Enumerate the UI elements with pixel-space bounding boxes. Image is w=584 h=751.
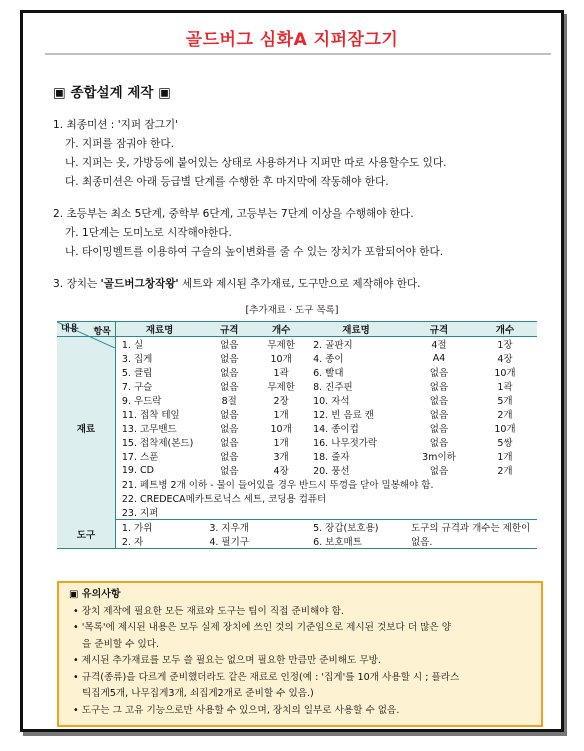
table-cell: 3. 집게	[121, 354, 153, 365]
table-cell: 없음	[220, 466, 239, 477]
note-item: • 도구는 그 고유 기능으로만 사용할 수 있으며, 장치의 일부로 사용할 수 없음.	[73, 704, 400, 716]
header-spec-2: 규격	[405, 322, 473, 337]
table-row	[57, 477, 537, 491]
materials-table	[57, 321, 537, 549]
table-cell: 22. CREDECA메카트로닉스 세트, 코딩용 컴퓨터	[121, 494, 327, 505]
tool-row	[57, 534, 537, 549]
table-cell: 없음	[429, 368, 449, 379]
table-cell: 없음	[220, 354, 239, 365]
rule-3	[53, 275, 553, 294]
table-cell: 6. 빨대	[313, 368, 344, 379]
table-caption: [추가재료 · 도구 목록]	[245, 305, 339, 316]
table-cell: 없음	[429, 438, 449, 449]
table-cell: 4장	[497, 354, 513, 365]
table-cell: 2장	[273, 396, 289, 407]
note-item	[69, 620, 531, 653]
table-cell: A4	[432, 352, 446, 364]
note-text: 을 준비할 수 있다.	[82, 638, 160, 650]
table-cell: 6. 보호매트	[313, 537, 362, 548]
table-cell: 없음	[429, 424, 449, 435]
rule-2b: 나. 타이밍벨트를 이용하여 구슬의 높이변화를 줄 수 있는 장치가 포함되어야 한다.	[65, 246, 444, 258]
table-cell: 없음	[220, 340, 239, 351]
table-header-row	[57, 322, 537, 337]
table-cell: 3개	[273, 452, 289, 463]
table-cell: 2. 골판지	[313, 340, 353, 351]
table-row	[57, 393, 537, 407]
table-cell: 무제한	[267, 340, 295, 351]
note-text: 틱집게5개, 나무집게3개, 쇠집게2개로 준비할 수 있음.)	[82, 688, 314, 699]
table-cell: 14. 종이컵	[313, 424, 359, 435]
table-row	[57, 351, 537, 365]
document-page	[20, 10, 564, 732]
table-row	[57, 407, 537, 421]
table-cell: 1개	[497, 452, 513, 463]
table-cell: 10개	[270, 424, 292, 435]
table-row	[57, 365, 537, 379]
notes-box	[57, 581, 543, 727]
material-label: 재료	[57, 337, 115, 520]
rule-1b: 나. 지퍼는 옷, 가방등에 붙어있는 상태로 사용하거나 지퍼만 따로 사용할수도 있다.	[65, 157, 447, 169]
table-cell: 2개	[497, 410, 513, 421]
table-cell: 없음	[429, 396, 449, 407]
table-cell: 11. 접착 테잎	[121, 410, 180, 421]
table-cell: 10. 자석	[313, 396, 350, 407]
table-cell: 없음	[220, 368, 239, 379]
header-material-name: 재료명	[115, 322, 203, 337]
table-cell: 없음	[220, 424, 239, 435]
table-cell: 5. 장갑(보호용)	[313, 523, 379, 534]
table-cell: 5. 클립	[121, 368, 153, 379]
tool-label: 도구	[57, 520, 115, 549]
note-item: • 제시된 추가재료를 모두 쓸 필요는 없으며 필요한 만큼만 준비해도 무방.	[73, 655, 381, 666]
table-cell: 8. 진주핀	[313, 382, 353, 393]
table-cell: 1. 가위	[121, 523, 153, 534]
header-corner	[57, 322, 115, 337]
table-cell: 1개	[273, 410, 289, 421]
table-cell: 13. 고무밴드	[121, 424, 177, 435]
rule-1c: 다. 최종미션은 아래 등급별 단계를 수행한 후 마지막에 작동해야 한다.	[65, 176, 389, 188]
table-row	[57, 491, 537, 505]
note-item	[69, 670, 531, 703]
rule-3-set-name: '골드버그창작왕'	[100, 278, 179, 290]
table-cell: 19. CD	[121, 464, 154, 476]
table-row	[57, 449, 537, 463]
table-cell: 1장	[497, 340, 513, 351]
table-cell: 8절	[221, 396, 237, 407]
rule-1: 1. 최종미션 : '지퍼 잠그기'	[53, 119, 179, 131]
corner-bottom-label: 내용	[61, 324, 79, 334]
table-cell: 5쌍	[497, 438, 513, 449]
table-cell: 9. 우드락	[121, 396, 162, 407]
table-cell: 23. 지퍼	[115, 505, 537, 520]
table-cell: 15. 접착제(본드)	[121, 438, 194, 449]
title-divider	[45, 53, 551, 55]
table-cell: 4. 종이	[313, 354, 344, 365]
table-cell: 18. 줄자	[313, 452, 350, 463]
table-row	[57, 505, 537, 520]
table-cell: 16. 나무젓가락	[313, 438, 378, 449]
tools-note: 없음.	[410, 537, 433, 548]
table-cell: 없음	[220, 382, 239, 393]
table-cell: 4장	[273, 466, 289, 477]
header-spec: 규격	[203, 322, 255, 337]
table-cell: 1. 실	[121, 340, 144, 351]
note-text: • '목록'에 제시된 내용은 모두 실제 장치에 쓰인 것의 기준임으로 제시된 것보다 더 많은 양	[73, 622, 451, 633]
table-cell: 없음	[220, 438, 239, 449]
table-cell: 2. 자	[121, 537, 144, 548]
table-row	[57, 379, 537, 393]
table-row	[57, 421, 537, 435]
document-title: 골드버그 심화A 지퍼잠그기	[185, 30, 399, 50]
tool-row	[57, 520, 537, 535]
table-cell: 없음	[220, 410, 239, 421]
table-row	[57, 337, 537, 352]
table-cell: 없음	[220, 452, 239, 463]
table-cell: 5개	[497, 396, 513, 407]
rule-2: 2. 초등부는 최소 5단계, 중학부 6단계, 고등부는 7단계 이상을 수행해야 한다.	[53, 208, 414, 220]
note-item: • 장치 제작에 필요한 모든 재료와 도구는 팀이 직접 준비해야 함.	[73, 605, 344, 617]
table-cell: 10개	[494, 368, 516, 379]
table-cell: 10개	[494, 424, 516, 435]
table-cell: 4절	[431, 340, 447, 351]
table-cell: 21. 페트병 2개 이하 - 물이 들어있을 경우 반드시 뚜껑을 닫아 밀봉해야 함.	[121, 480, 434, 491]
table-cell: 없음	[429, 466, 449, 477]
table-cell: 없음	[429, 382, 449, 393]
table-cell: 무제한	[267, 382, 295, 393]
rule-3-prefix: 3. 장치는	[53, 278, 101, 290]
table-cell: 17. 스푼	[121, 452, 159, 463]
table-cell: 2개	[497, 466, 513, 477]
header-count: 개수	[255, 322, 307, 337]
table-row	[57, 463, 537, 477]
table-cell: 없음	[429, 410, 449, 421]
header-count-2: 개수	[473, 322, 537, 337]
note-text: • 규격(종류)을 다르게 준비했더라도 같은 재료로 인정(예 : '집게'를 10개 사용할 시 ; 플라스	[73, 671, 460, 683]
corner-top-label: 항목	[93, 327, 111, 337]
header-material-name-2: 재료명	[307, 322, 405, 337]
table-cell: 1곽	[497, 382, 513, 393]
table-cell: 3m이하	[422, 452, 456, 463]
mission-rules	[53, 116, 553, 294]
table-cell: 20. 풍선	[313, 466, 350, 477]
table-cell: 1곽	[273, 368, 289, 379]
table-cell: 1개	[273, 438, 289, 449]
table-cell: 7. 구슬	[121, 382, 153, 393]
section-heading: ▣ 종합설계 제작 ▣	[53, 85, 171, 101]
tools-note: 도구의 규격과 개수는 제한이	[410, 523, 531, 534]
table-cell: 3. 지우개	[209, 523, 249, 534]
rule-2a: 가. 1단계는 도미노로 시작해야한다.	[65, 227, 232, 239]
table-cell: 12. 빈 음료 캔	[313, 410, 374, 421]
table-cell: 10개	[270, 354, 292, 365]
rule-3-suffix: 세트와 제시된 추가재료, 도구만으로 제작해야 한다.	[178, 278, 421, 290]
notes-title: ▣ 유의사항	[69, 589, 121, 600]
rule-1a: 가. 지퍼를 잠궈야 한다.	[65, 138, 174, 150]
table-row	[57, 435, 537, 449]
table-cell: 4. 필기구	[209, 537, 249, 548]
